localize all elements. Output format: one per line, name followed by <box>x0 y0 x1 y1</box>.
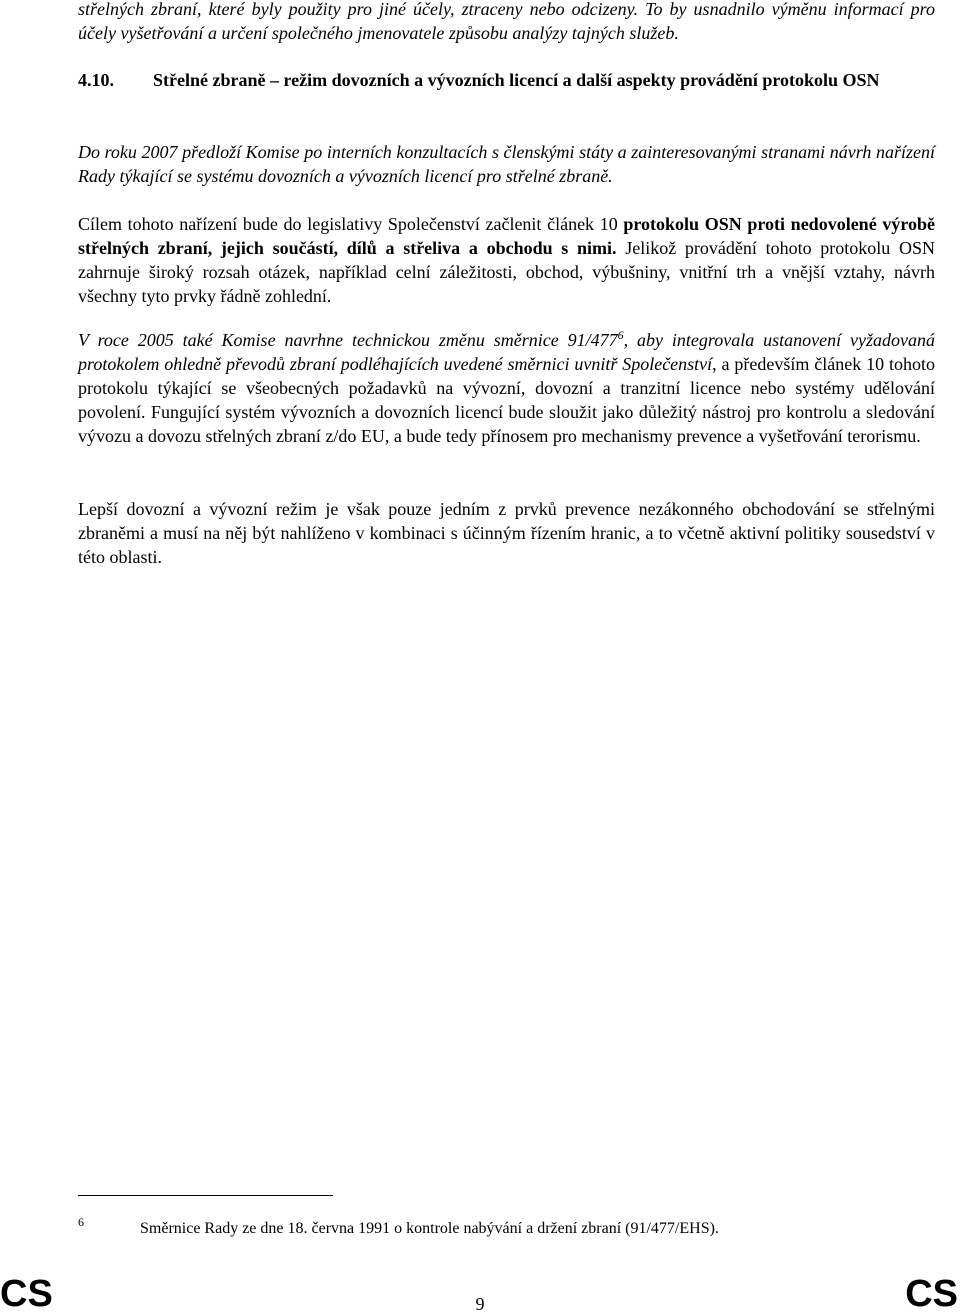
paragraph-2-text-start: Cílem tohoto nařízení bude do legislativy Společenství začlenit článek 10 <box>78 214 624 234</box>
page-number: 9 <box>475 1294 485 1314</box>
footer-language-code-left: CS <box>0 1273 53 1315</box>
paragraph-2-protocol-name: protokolu OSN proti nedovolené výrobě střelných zbraní, jejich součástí, dílů a střeliva a obchodu s nimi. <box>78 214 935 258</box>
paragraph-3-italic-end: , aby integrovala ustanovení vyžadovaná protokolem ohledně převodů zbraní podléhajících uvedené směrnici uvnitř Společenství <box>78 330 935 374</box>
paragraph-3-italic-start: V roce 2005 také Komise navrhne technickou změnu směrnice 91/477 <box>78 330 618 350</box>
footnote-reference[interactable]: 6 <box>617 328 624 342</box>
paragraph-2-text-end: Jelikož provádění tohoto protokolu OSN zahrnuje široký rozsah otázek, například celní záležitosti, obchod, výbušniny, vnitřní trh a vnější vztahy, návrh všechny tyto prvky řádně zohlední. <box>78 238 935 306</box>
paragraph-commission-regulation: Do roku 2007 předloží Komise po interních konzultacích s členskými státy a zainteresovanými stranami návrh nařízení Rady týkající se systému dovozních a vývozních licencí pro střelné zbraně. <box>78 142 935 186</box>
footnote-text: Směrnice Rady ze dne 18. června 1991 o kontrole nabývání a držení zbraní (91/477/EHS). <box>140 1220 719 1237</box>
paragraph-regulation-aim <box>78 212 935 308</box>
paragraph-directive-amendment <box>78 328 935 448</box>
footnote-separator <box>78 1195 333 1196</box>
paragraph-border-management: Lepší dovozní a vývozní režim je však pouze jedním z prvků prevence nezákonného obchodování se střelnými zbraněmi a musí na něj být nahlíženo v kombinaci s účinným řízením hranic, a to včetně aktivní politiky sousedství v této oblasti. <box>78 499 935 567</box>
paragraph-3-text: , a především článek 10 tohoto protokolu týkající se všeobecných požadavků na vývozní, dovozní a tranzitní licence nebo systémy udělování povolení. Fungující systém vývozních a dovozních licencí bude sloužit jako důležitý nástroj pro kontrolu a sledování vývozu a dovozu střelných zbraní z/do EU, a bude tedy přínosem pro mechanismy prevence a vyšetřování terorismu. <box>78 354 935 446</box>
section-heading <box>78 68 935 92</box>
footnote-mark: 6 <box>78 1215 84 1229</box>
section-number: 4.10. <box>78 70 114 90</box>
section-title: Střelné zbraně – režim dovozních a vývozních licencí a další aspekty provádění protokolu OSN <box>153 70 880 90</box>
footer-language-code-right: CS <box>905 1273 958 1315</box>
continued-paragraph: střelných zbraní, které byly použity pro jiné účely, ztraceny nebo odcizeny. To by usnadnilo výměnu informací pro účely vyšetřování a určení společného jmenovatele způsobu analýzy tajných služeb. <box>78 0 935 43</box>
